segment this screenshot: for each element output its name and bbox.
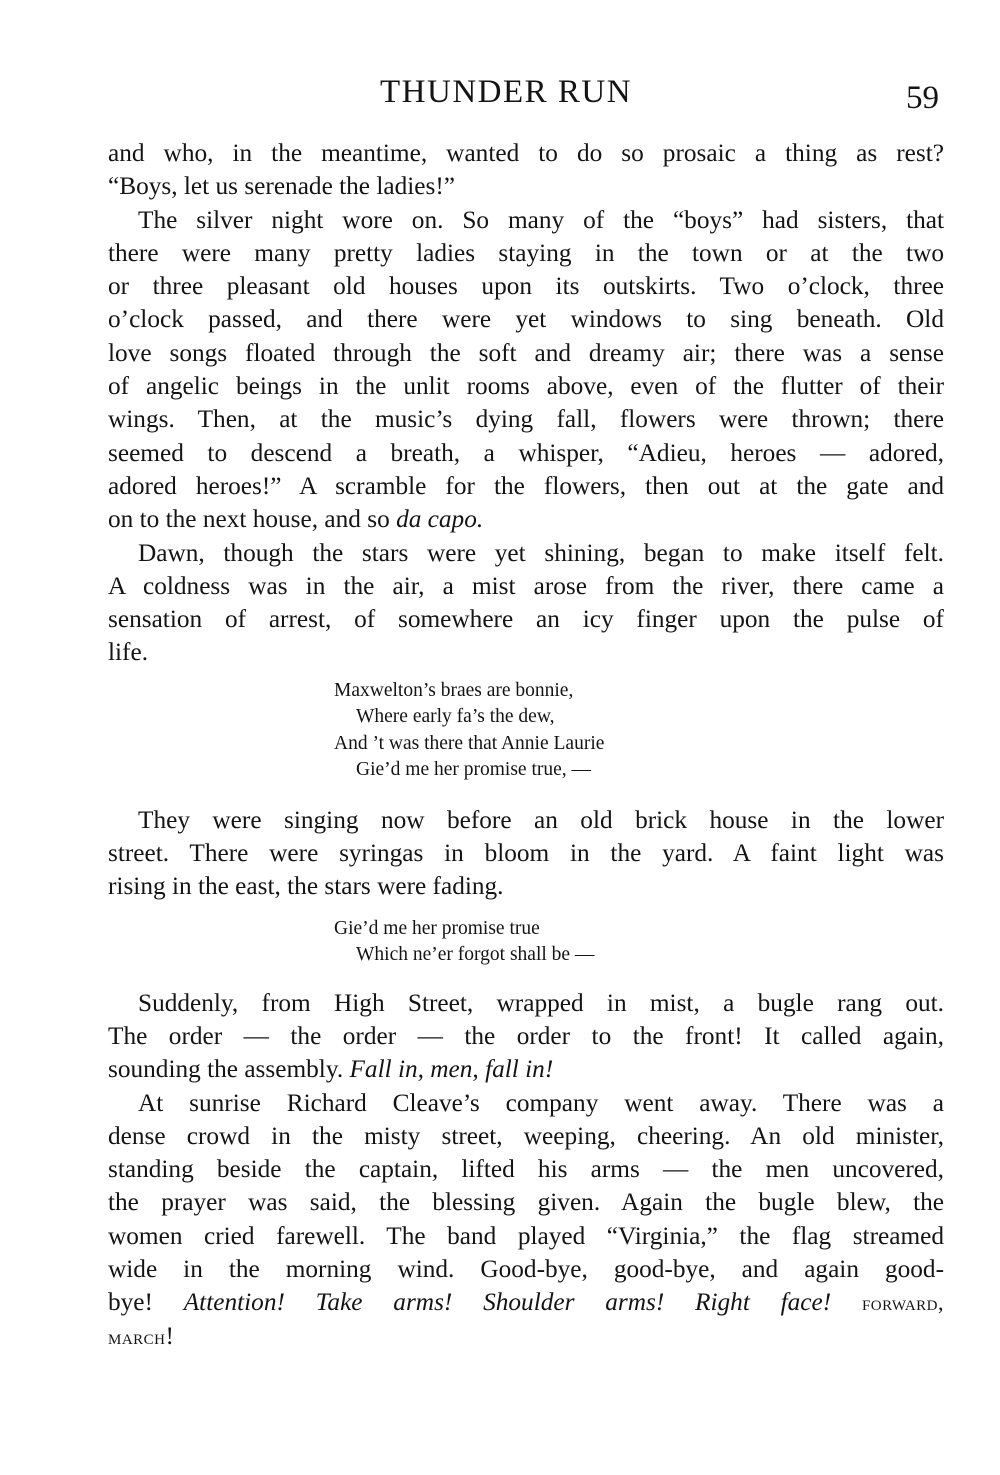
page-body — [108, 137, 944, 1353]
italic-run: da capo. — [396, 505, 484, 534]
verse-line: Where early fa’s the dew, — [356, 706, 555, 728]
verse-quote — [334, 678, 944, 784]
verse-quote — [334, 916, 944, 969]
paragraph — [108, 137, 944, 204]
text-line: or three pleasant old houses upon its outskirts. Two o’clock, three — [108, 272, 944, 301]
text-line: adored heroes!” A scramble for the flowers, then out at the gate and — [108, 471, 944, 500]
text-line: there were many pretty ladies staying in the town or at the two — [108, 238, 944, 267]
text-line: and who, in the meantime, wanted to do so prosaic a thing as rest? — [108, 139, 944, 167]
text-line: wide in the morning wind. Good-bye, good-bye, and again good- — [108, 1255, 944, 1284]
text-line: Suddenly, from High Street, wrapped in mist, a bugle rang out. — [138, 988, 944, 1017]
text-line: the prayer was said, the blessing given. Again the bugle blew, the — [108, 1188, 944, 1217]
paragraph — [108, 537, 944, 670]
text-line: At sunrise Richard Cleave’s company went away. There was a — [138, 1088, 944, 1117]
paragraph — [108, 804, 944, 904]
verse-line: Gie’d me her promise true, — — [356, 759, 592, 781]
paragraph — [108, 987, 944, 1087]
verse-line: And ’t was there that Annie Laurie — [334, 732, 605, 754]
text-line: of angelic beings in the unlit rooms above, even of the flutter of their — [108, 372, 944, 401]
verse-line: Maxwelton’s braes are bonnie, — [334, 679, 574, 701]
text-line: “Boys, let us serenade the ladies!” — [108, 172, 456, 201]
italic-run: Attention! Take arms! Shoulder arms! Right face! — [183, 1288, 832, 1317]
text-line: love songs floated through the soft and dreamy air; there was a sense — [108, 338, 944, 367]
text-line — [108, 1053, 944, 1086]
text-line: Dawn, though the stars were yet shining, began to make itself felt. — [138, 538, 944, 567]
text-line — [108, 1320, 944, 1353]
text-run: ! — [165, 1321, 174, 1350]
text-line: rising in the east, the stars were fading. — [108, 872, 504, 901]
verse-line: Which ne’er forgot shall be — — [356, 944, 595, 966]
page-number: 59 — [906, 80, 939, 116]
text-line: women cried farewell. The band played “Virginia,” the flag streamed — [108, 1221, 944, 1250]
running-title: THUNDER RUN — [380, 74, 633, 110]
small-caps-run: forward, — [861, 1290, 944, 1316]
text-line: dense crowd in the misty street, weeping, cheering. An old minister, — [108, 1121, 944, 1150]
text-line — [108, 503, 944, 536]
italic-run: Fall in, men, fall in! — [349, 1055, 554, 1084]
paragraph — [108, 1087, 944, 1353]
text-line — [108, 1286, 944, 1319]
text-line: wings. Then, at the music’s dying fall, flowers were thrown; there — [108, 405, 944, 434]
paragraph — [108, 204, 944, 537]
page-header — [0, 74, 1000, 118]
text-line: A coldness was in the air, a mist arose from the river, there came a — [108, 571, 944, 600]
text-line: The order — the order — the order to the front! It called again, — [108, 1021, 944, 1050]
text-run: on to the next house, and so — [108, 505, 397, 534]
text-line: life. — [108, 638, 149, 667]
text-line: The silver night wore on. So many of the “boys” had sisters, that — [138, 205, 944, 234]
text-line: They were singing now before an old brick house in the lower — [138, 805, 944, 834]
text-line: o’clock passed, and there were yet windows to sing beneath. Old — [108, 305, 944, 334]
text-line: standing beside the captain, lifted his arms — the men uncovered, — [108, 1155, 944, 1184]
text-run: bye! — [108, 1288, 184, 1317]
text-line: sensation of arrest, of somewhere an icy finger upon the pulse of — [108, 605, 944, 634]
verse-line: Gie’d me her promise true — [334, 917, 540, 939]
text-line: street. There were syringas in bloom in the yard. A faint light was — [108, 839, 944, 868]
small-caps-run: march — [108, 1323, 166, 1349]
text-line: seemed to descend a breath, a whisper, “Adieu, heroes — adored, — [108, 438, 944, 467]
text-run: sounding the assembly. — [108, 1055, 350, 1084]
